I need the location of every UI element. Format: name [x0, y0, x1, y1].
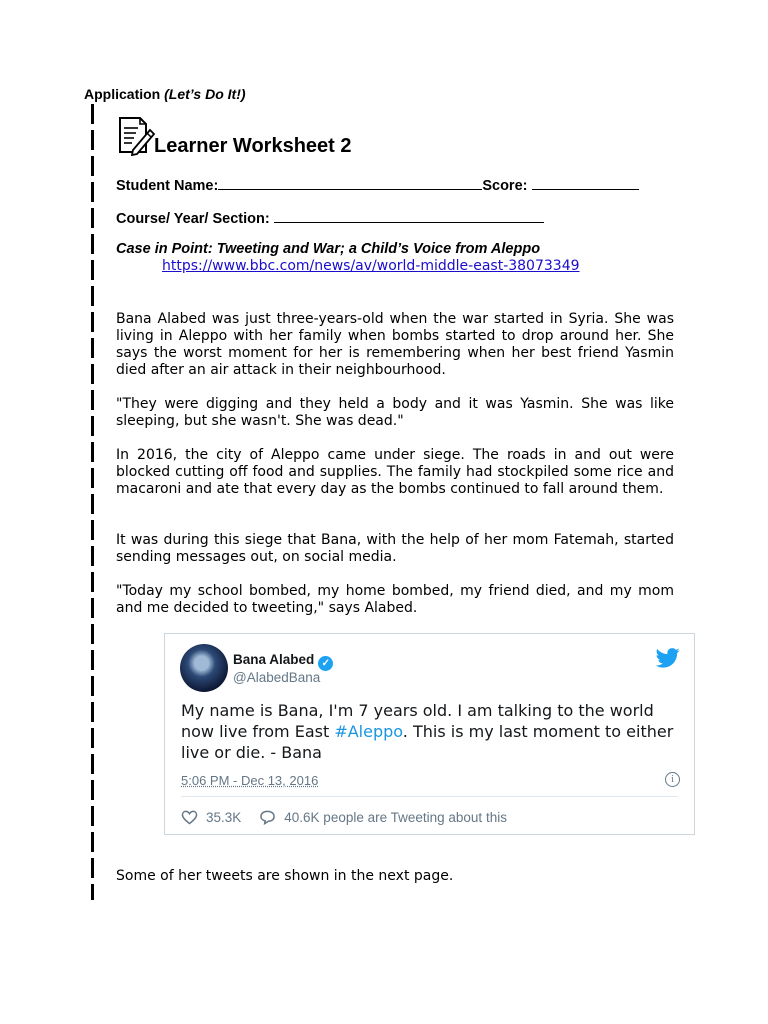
student-name-blank[interactable] [218, 175, 482, 190]
application-label: Application [84, 86, 161, 102]
tweet-handle[interactable]: @AlabedBana [233, 670, 321, 685]
score-blank[interactable] [532, 175, 639, 190]
course-row [116, 208, 544, 227]
application-subtitle: (Let’s Do It!) [164, 86, 246, 102]
student-name-label: Student Name: [116, 178, 219, 194]
twitter-bird-icon[interactable] [656, 648, 680, 668]
verified-badge-icon: ✓ [318, 656, 333, 671]
tweet-author-name: Bana Alabed [233, 652, 315, 667]
course-label: Course/ Year/ Section: [116, 211, 270, 227]
tweet-author[interactable] [233, 652, 333, 671]
hashtag-link[interactable]: #Aleppo [334, 722, 403, 741]
tweet-divider [181, 796, 678, 797]
like-count: 35.3K [206, 810, 242, 825]
paragraph-3: In 2016, the city of Aleppo came under siege. The roads in and out were blocked cutting off food and supplies. The family had stockpiled some rice and macaroni and ate that every day as the bombs continued to fall around them. [116, 447, 674, 497]
course-blank[interactable] [274, 208, 544, 223]
tweet-footer [181, 810, 507, 825]
tweeting-about-link[interactable]: 40.6K people are Tweeting about this [284, 810, 507, 825]
paragraph-2: "They were digging and they held a body and it was Yasmin. She was like sleeping, but she wasn't. She was dead." [116, 396, 674, 429]
paragraph-4: It was during this siege that Bana, with the help of her mom Fatemah, started sending messages out, on social media. [116, 532, 674, 565]
tweet-card [164, 633, 695, 835]
case-title: Case in Point: Tweeting and War; a Child’s Voice from Aleppo [116, 241, 541, 257]
score-label: Score: [482, 178, 528, 194]
paragraph-1: Bana Alabed was just three-years-old when the war started in Syria. She was living in Aleppo with her family when bombs started to drop around her. She says the worst moment for her is remembering when her best friend Yasmin died after an air attack in their neighbourhood. [116, 311, 674, 378]
avatar[interactable] [180, 644, 228, 692]
tweet-timestamp[interactable]: 5:06 PM - Dec 13, 2016 [181, 773, 319, 788]
bbc-link[interactable]: https://www.bbc.com/news/av/world-middle-east-38073349 [162, 258, 580, 274]
heart-icon[interactable] [181, 810, 198, 825]
comment-bubble-icon[interactable] [259, 810, 276, 825]
dashed-margin-line [91, 104, 94, 900]
application-heading [84, 86, 246, 102]
student-name-row [116, 175, 639, 194]
closing-note: Some of her tweets are shown in the next page. [116, 868, 454, 884]
tweet-text-end: . This is my last moment to either live or die. - Bana [181, 722, 674, 762]
worksheet-title: Learner Worksheet 2 [154, 135, 352, 157]
tweet-text-start: My name is Bana, I'm 7 years old. I am talking to the world now live from East [181, 701, 654, 741]
paragraph-5: "Today my school bombed, my home bombed, my friend died, and my mom and me decided to tweeting," says Alabed. [116, 583, 674, 616]
info-icon[interactable]: i [665, 772, 680, 787]
tweet-text [181, 700, 681, 763]
worksheet-pencil-icon [116, 114, 156, 156]
